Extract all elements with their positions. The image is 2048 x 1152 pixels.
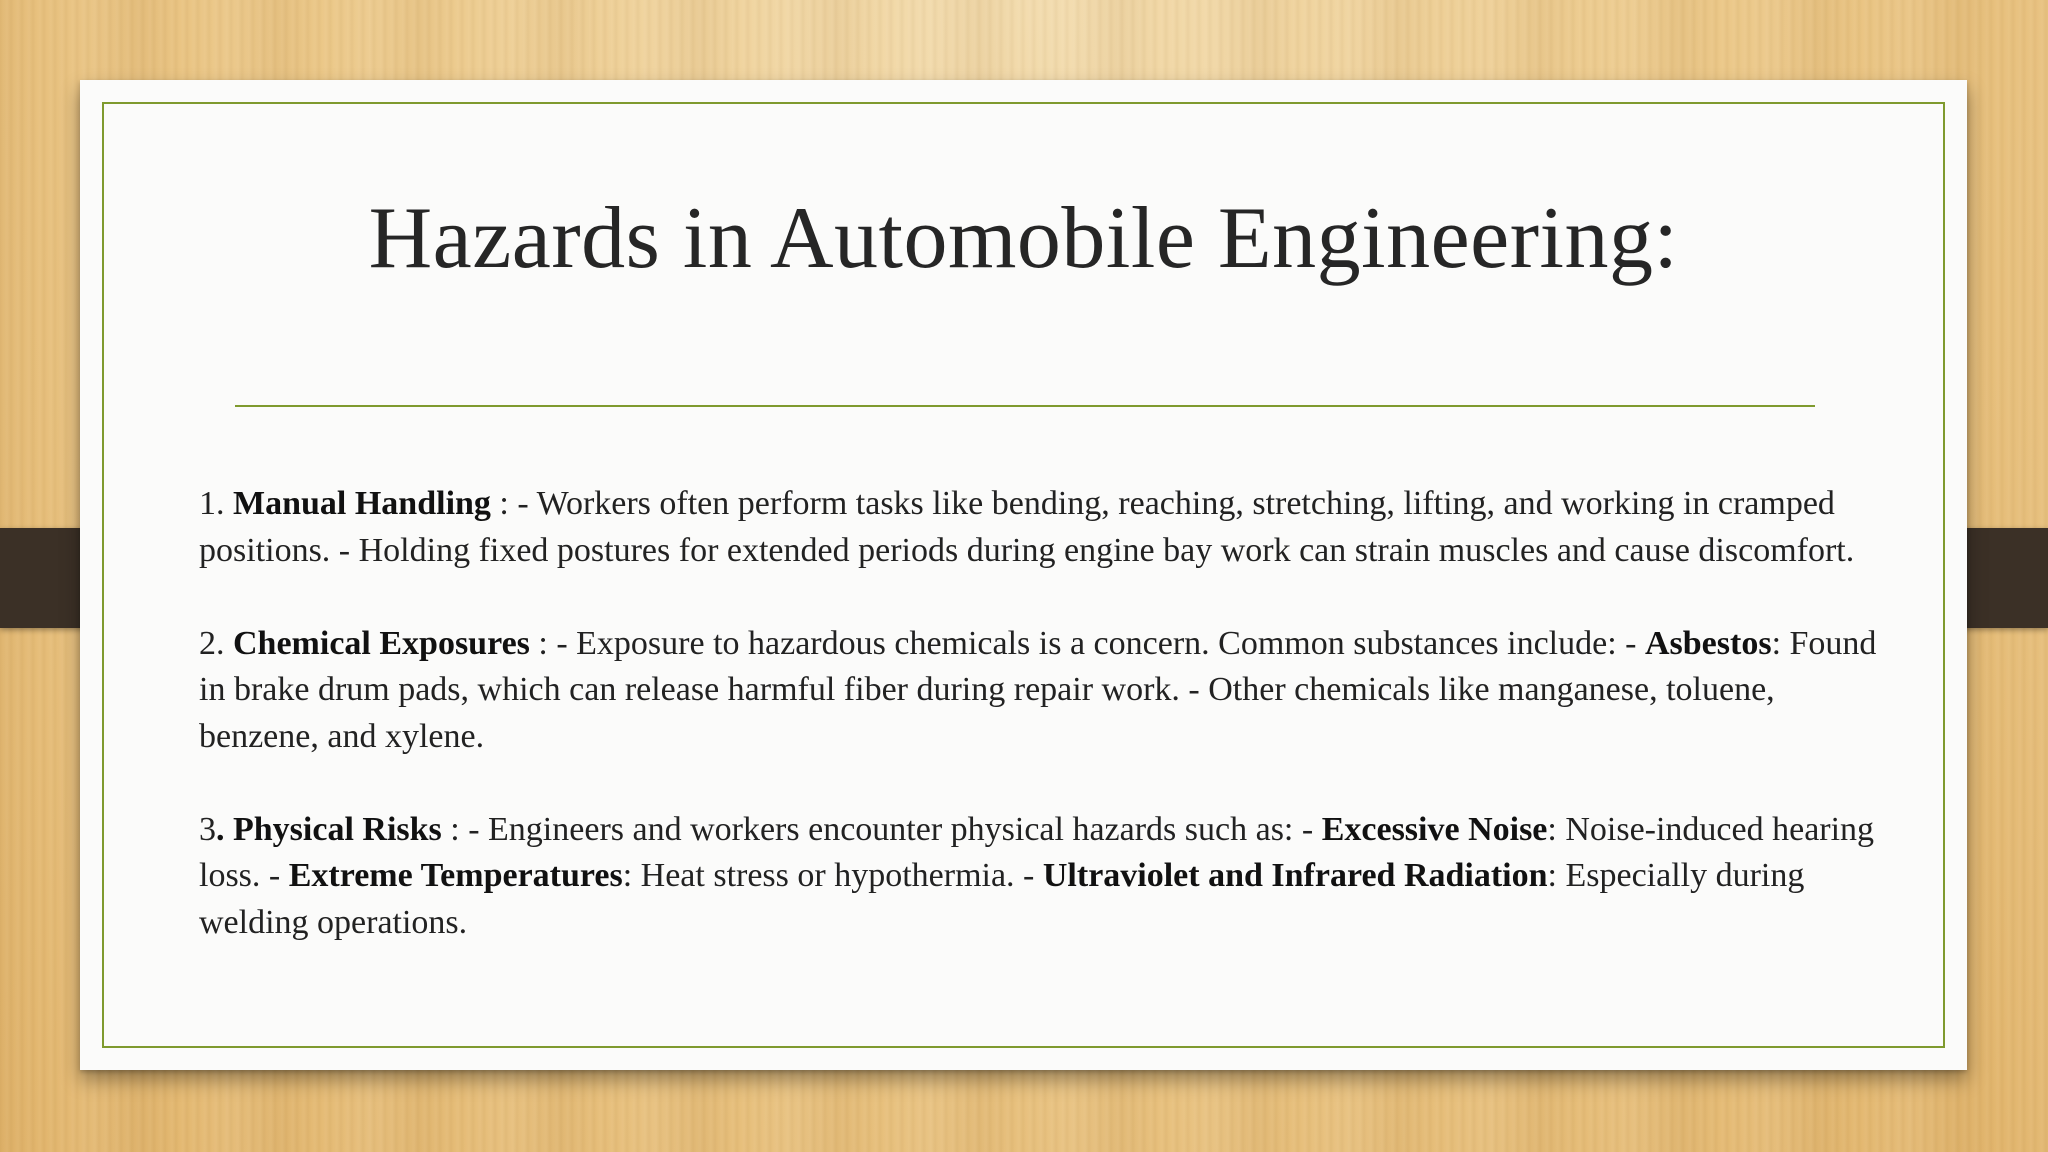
section-text: - Engineers and workers encounter physical hazards such as: - xyxy=(468,810,1322,848)
hazard-chemical-exposures xyxy=(199,621,1889,761)
item-heading-radiation: Ultraviolet and Infrared Radiation xyxy=(1042,857,1548,894)
section-heading: . Physical Risks xyxy=(216,810,442,848)
item-heading-noise: Excessive Noise xyxy=(1321,810,1548,848)
section-text: - Workers often perform tasks like bending, reaching, stretching, lifting, and working in cramped positions. - Holding fixed postures for extended periods during engine bay work can strain muscles and cause discomfort. xyxy=(199,485,1855,569)
section-text: - Exposure to hazardous chemicals is a concern. Common substances include: - xyxy=(556,624,1645,662)
section-number: 2. xyxy=(199,624,233,662)
hazard-physical-risks xyxy=(199,807,1889,947)
item-text-radiation: : Especially during welding operations. xyxy=(199,857,1805,941)
section-heading: Manual Handling xyxy=(233,485,491,522)
item-text-noise: : Noise-induced hearing loss. - xyxy=(199,810,1875,894)
section-separator: : xyxy=(490,485,518,522)
section-separator: : xyxy=(529,624,557,662)
sub-text-asbestos: : Found in brake drum pads, which can release harmful fiber during repair work. - Other chemicals like manganese, toluene, benzene, and xylene. xyxy=(199,624,1877,755)
section-number: 3 xyxy=(199,810,216,848)
item-text-temperatures: : Heat stress or hypothermia. - xyxy=(622,857,1043,894)
slide xyxy=(80,80,1967,1070)
section-number: 1. xyxy=(199,485,233,522)
section-separator: : xyxy=(441,810,469,848)
slide-body xyxy=(199,481,1889,993)
section-heading: Chemical Exposures xyxy=(233,624,530,662)
title-divider xyxy=(235,405,1815,407)
slide-title: Hazards in Automobile Engineering: xyxy=(368,190,1679,287)
hazard-manual-handling xyxy=(199,481,1889,574)
item-heading-temperatures: Extreme Temperatures xyxy=(288,857,623,894)
sub-heading-asbestos: Asbestos xyxy=(1644,624,1772,662)
